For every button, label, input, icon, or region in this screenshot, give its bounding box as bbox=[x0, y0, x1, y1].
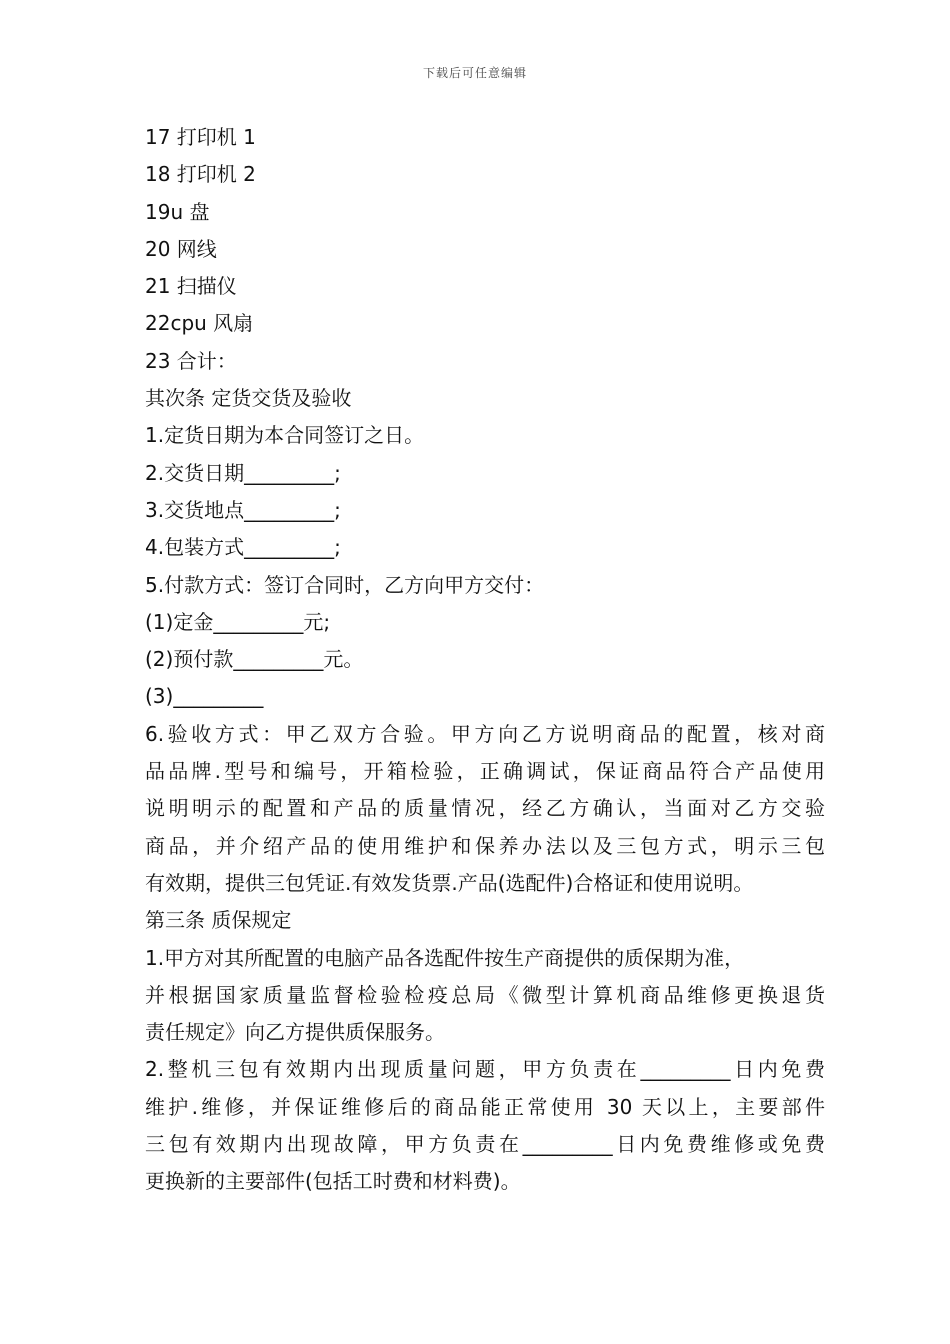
clause-delivery-place: 3.交货地点_________; bbox=[145, 497, 341, 522]
paragraph-line: 并根据国家质量监督检验检疫总局《微型计算机商品维修更换退货 bbox=[145, 982, 825, 1007]
paragraph-line: 三包有效期内出现故障，甲方负责在_________日内免费维修或免费 bbox=[145, 1132, 825, 1157]
paragraph-line: 更换新的主要部件(包括工时费和材料费)。 bbox=[145, 1169, 521, 1194]
list-item-total: 23 合计： bbox=[145, 348, 237, 373]
list-item-printer-2: 18 打印机 2 bbox=[145, 162, 256, 187]
section-heading-warranty: 第三条 质保规定 bbox=[145, 908, 292, 933]
clause-packaging: 4.包装方式_________; bbox=[145, 535, 341, 560]
clause-payment: 5.付款方式：签订合同时，乙方向甲方交付： bbox=[145, 572, 545, 597]
section-heading-delivery: 其次条 定货交货及验收 bbox=[145, 386, 352, 411]
list-item-scanner: 21 扫描仪 bbox=[145, 274, 237, 299]
clause-payment-other: (3)_________ bbox=[145, 684, 264, 709]
list-item-cpu-fan: 22cpu 风扇 bbox=[145, 311, 254, 336]
list-item-usb-disk: 19u 盘 bbox=[145, 199, 210, 224]
clause-prepayment: (2)预付款_________元。 bbox=[145, 647, 364, 672]
list-item-printer-1: 17 打印机 1 bbox=[145, 125, 256, 149]
page-header: 下载后可任意编辑 bbox=[422, 66, 527, 80]
paragraph-line: 1.甲方对其所配置的电脑产品各选配件按生产商提供的质保期为准， bbox=[145, 945, 745, 970]
paragraph-line: 6.验收方式：甲乙双方合验。甲方向乙方说明商品的配置，核对商 bbox=[145, 721, 825, 746]
paragraph-line: 商品，并介绍产品的使用维护和保养办法以及三包方式，明示三包 bbox=[145, 833, 825, 858]
paragraph-line: 维护.维修，并保证维修后的商品能正常使用 30 天以上，主要部件 bbox=[145, 1094, 825, 1119]
clause-delivery-date: 2.交货日期_________; bbox=[145, 460, 341, 485]
clause-deposit: (1)定金_________元; bbox=[145, 609, 331, 634]
paragraph-line: 品品牌.型号和编号，开箱检验，正确调试，保证商品符合产品使用 bbox=[145, 759, 825, 784]
paragraph-line: 说明明示的配置和产品的质量情况，经乙方确认，当面对乙方交验 bbox=[145, 796, 825, 821]
paragraph-line: 责任规定》向乙方提供质保服务。 bbox=[145, 1020, 445, 1045]
paragraph-line: 有效期，提供三包凭证.有效发货票.产品(选配件)合格证和使用说明。 bbox=[145, 870, 754, 895]
list-item-network-cable: 20 网线 bbox=[145, 236, 217, 261]
document-body bbox=[145, 119, 825, 1201]
clause-order-date: 1.定货日期为本合同签订之日。 bbox=[145, 423, 425, 448]
paragraph-line: 2.整机三包有效期内出现质量问题，甲方负责在_________日内免费 bbox=[145, 1057, 825, 1082]
